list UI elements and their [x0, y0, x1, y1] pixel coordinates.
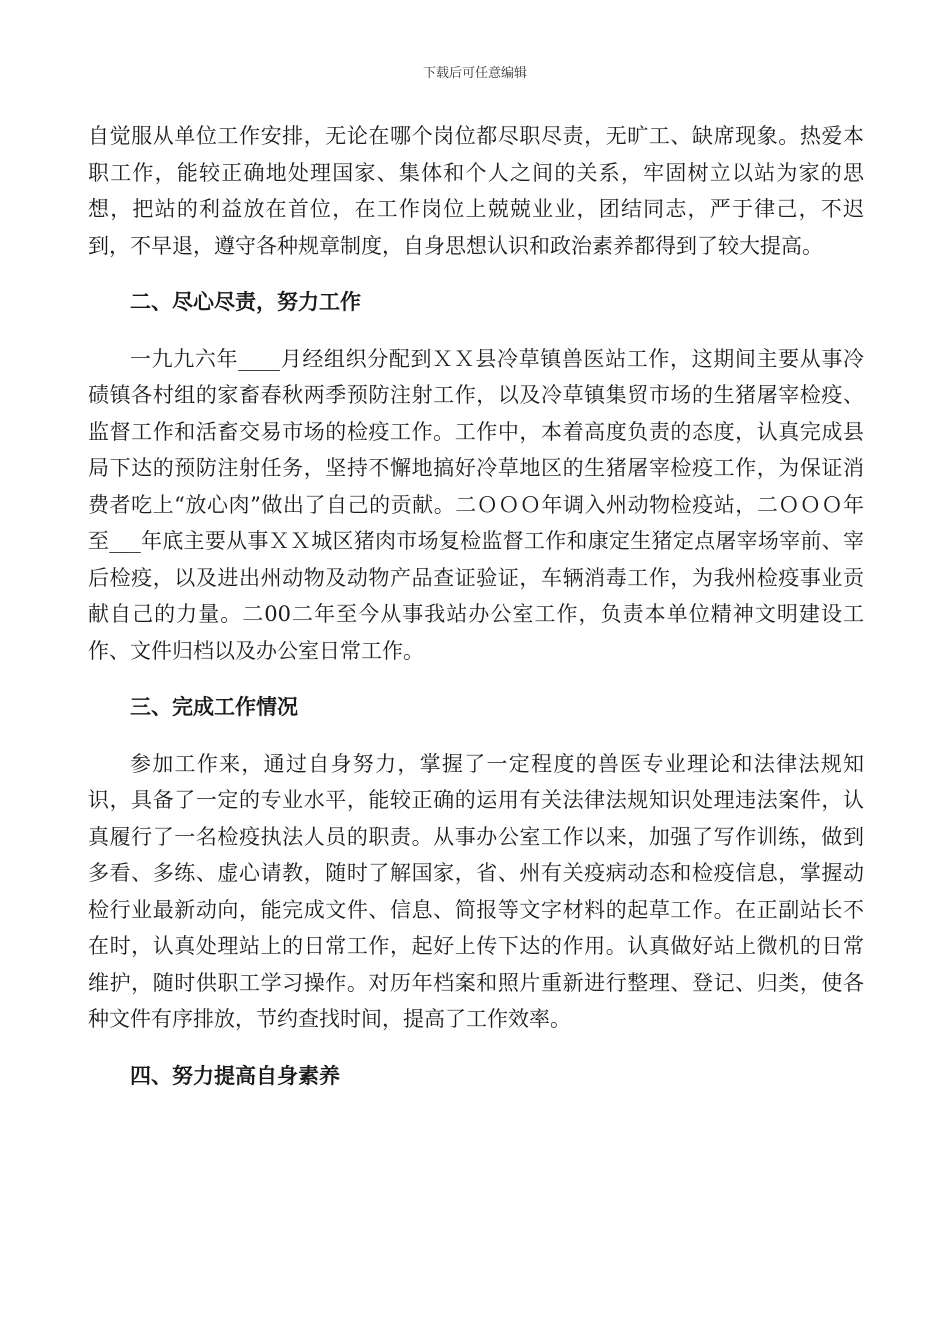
section-heading-4: 四、努力提高自身素养 [130, 1063, 340, 1088]
paragraph-2: 一九九六年____月经组织分配到ＸＸ县冷草镇兽医站工作，这期间主要从事冷碛镇各村组的家畜春秋两季预防注射工作，以及冷草镇集贸市场的生猪屠宰检疫、监督工作和活畜交易市场的检疫工作。工作中，本着高度负责的态度，认真完成县局下达的预防注射任务，坚持不懈地搞好冷草地区的生猪屠宰检疫工作，为保证消费者吃上“放心肉”做出了自己的贡献。二ＯＯＯ年调入州动物检疫站，二ＯＯＯ年至___年底主要从事ＸＸ城区猪肉市场复检监督工作和康定生猪定点屠宰场宰前、宰后检疫，以及进出州动物及动物产品查证验证，车辆消毒工作，为我州检疫事业贡献自己的力量。二00二年至今从事我站办公室工作，负责本单位精神文明建设工作、文件归档以及办公室日常工作。 [88, 346, 864, 663]
section-heading-3: 三、完成工作情况 [130, 695, 298, 719]
page-header: 下载后可任意编辑 [422, 66, 527, 81]
paragraph-1: 自觉服从单位工作安排，无论在哪个岗位都尽职尽责，无旷工、缺席现象。热爱本职工作，能较正确地处理国家、集体和个人之间的关系，牢固树立以站为家的思想，把站的利益放在首位，在工作岗位上兢兢业业，团结同志，严于律己，不迟到，不早退，遵守各种规章制度，自身思想认识和政治素养都得到了较大提高。 [88, 124, 864, 258]
paragraph-3: 参加工作来，通过自身努力，掌握了一定程度的兽医专业理论和法律法规知识，具备了一定的专业水平，能较正确的运用有关法律法规知识处理违法案件，认真履行了一名检疫执法人员的职责。从事办公室工作以来，加强了写作训练，做到多看、多练、虚心请教，随时了解国家，省、州有关疫病动态和检疫信息，掌握动检行业最新动向，能完成文件、信息、简报等文字材料的起草工作。在正副站长不在时，认真处理站上的日常工作，起好上传下达的作用。认真做好站上微机的日常维护，随时供职工学习操作。对历年档案和照片重新进行整理、登记、归类，使各种文件有序排放，节约查找时间，提高了工作效率。 [88, 751, 864, 1031]
section-heading-2: 二、尽心尽责，努力工作 [130, 290, 361, 314]
document-body [88, 118, 864, 1094]
